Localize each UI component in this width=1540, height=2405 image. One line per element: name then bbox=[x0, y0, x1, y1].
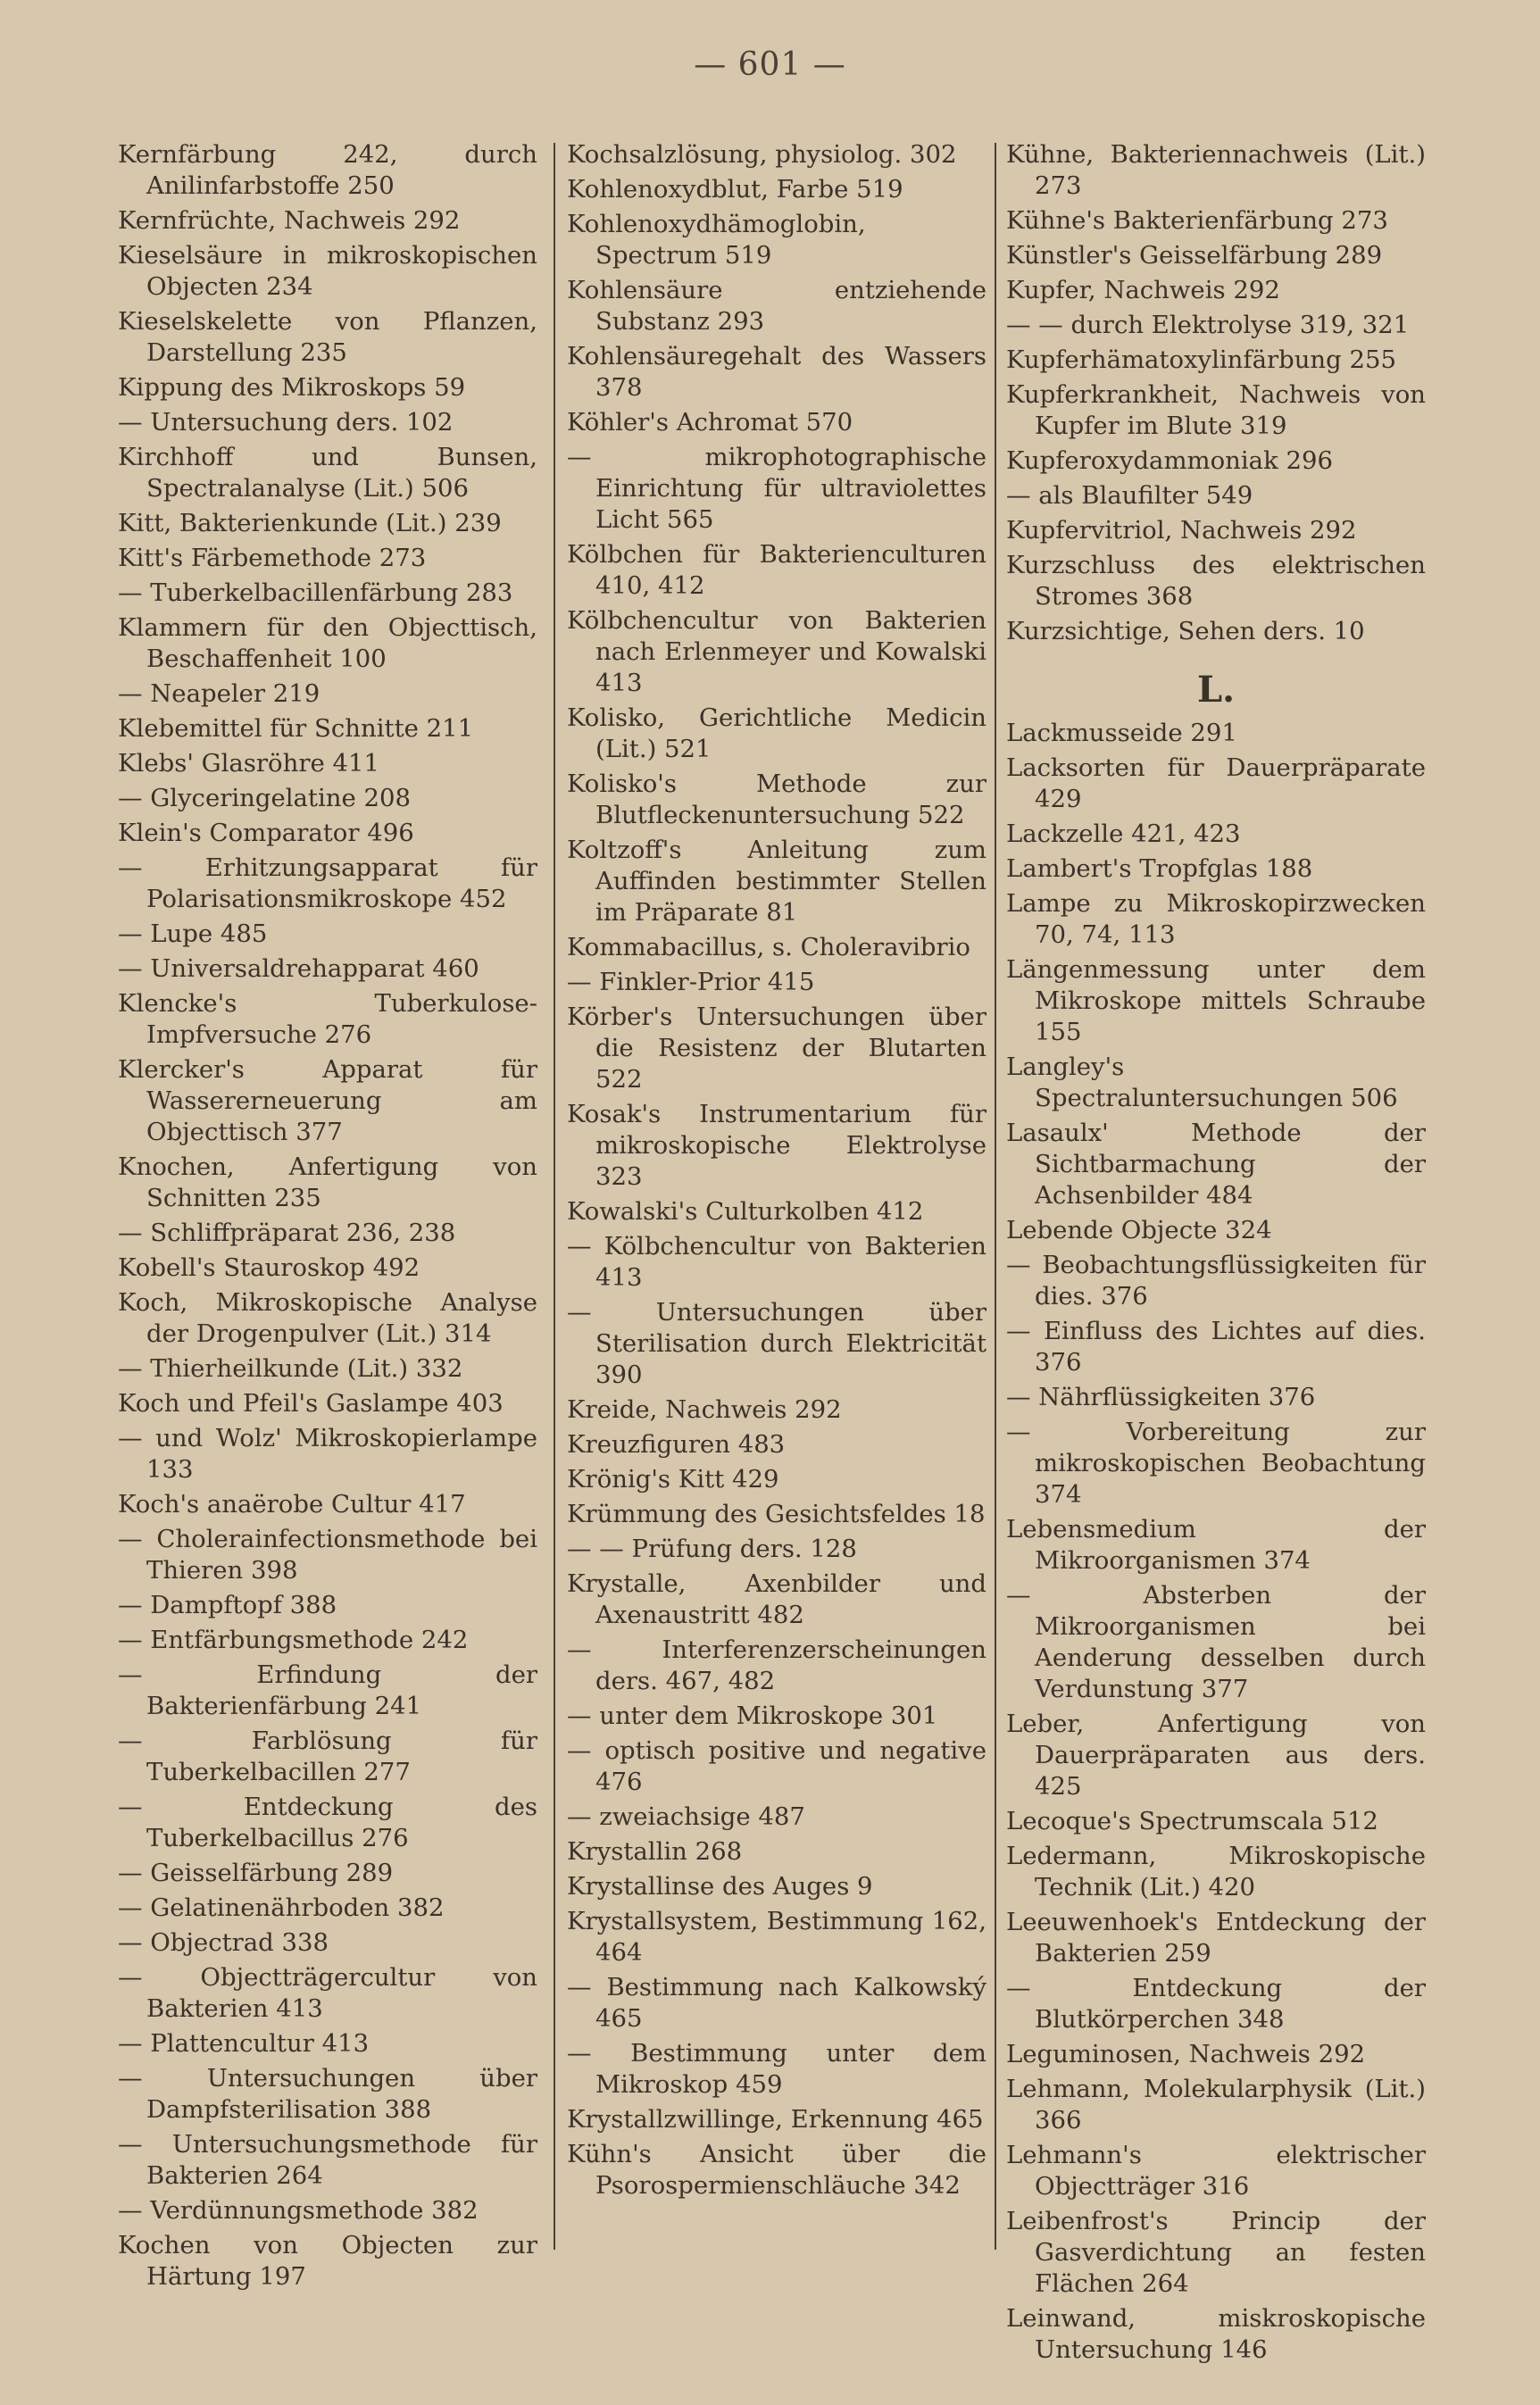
index-entry: Kochsalzlösung, physiolog. 302 bbox=[567, 140, 957, 169]
index-entry: Kurzsichtige, Sehen ders. 10 bbox=[1006, 617, 1365, 645]
index-entry: — zweiachsige 487 bbox=[567, 1802, 805, 1831]
index-entry: — Neapeler 219 bbox=[118, 679, 320, 708]
index-column-3 bbox=[1006, 139, 1426, 2369]
index-entry: Klebs' Glasröhre 411 bbox=[118, 749, 379, 778]
index-entry: Kitt, Bakterienkunde (Lit.) 239 bbox=[118, 509, 502, 537]
index-entry: — Kölbchencultur von Bakterien 413 bbox=[567, 1232, 986, 1292]
index-entry: Lebensmedium der Mikroorganismen 374 bbox=[1006, 1515, 1426, 1575]
index-entry: — Tuberkelbacillenfärbung 283 bbox=[118, 578, 513, 607]
page-number: — 601 — bbox=[694, 46, 846, 83]
index-entry: Leinwand, miskroskopische Untersuchung 146 bbox=[1006, 2304, 1426, 2364]
index-entry: Kohlenoxydhämoglobin, Spectrum 519 bbox=[567, 210, 866, 270]
index-entry: Kölbchencultur von Bakterien nach Erlenmeyer und Kowalski 413 bbox=[567, 606, 986, 697]
index-entry: — Bestimmung nach Kalkowský 465 bbox=[567, 1973, 986, 2033]
index-entry: — optisch positive und negative 476 bbox=[567, 1736, 986, 1796]
index-entry: Kreuzfiguren 483 bbox=[567, 1430, 786, 1459]
index-entry: Koch und Pfeil's Gaslampe 403 bbox=[118, 1389, 504, 1418]
index-entry: Kohlensäure entziehende Substanz 293 bbox=[567, 276, 986, 336]
index-entry: Kohlenoxydblut, Farbe 519 bbox=[567, 175, 903, 204]
index-entry: — Finkler-Prior 415 bbox=[567, 968, 815, 996]
index-entry: Längenmessung unter dem Mikroskope mittels Schraube 155 bbox=[1006, 955, 1426, 1046]
index-entry: Kölbchen für Bakterienculturen 410, 412 bbox=[567, 540, 986, 600]
index-entry: — Entdeckung der Blutkörperchen 348 bbox=[1006, 1974, 1426, 2034]
index-entry: Lacksorten für Dauerpräparate 429 bbox=[1006, 753, 1426, 813]
index-entry: Klebemittel für Schnitte 211 bbox=[118, 714, 474, 743]
index-entry: Kobell's Stauroskop 492 bbox=[118, 1253, 420, 1282]
index-entry: — mikrophotographische Einrichtung für ultraviolettes Licht 565 bbox=[567, 443, 986, 534]
index-entry: — Objectträgercultur von Bakterien 413 bbox=[118, 1963, 537, 2023]
index-entry: Lampe zu Mikroskopirzwecken 70, 74, 113 bbox=[1006, 889, 1426, 949]
index-entry: Ledermann, Mikroskopische Technik (Lit.) 420 bbox=[1006, 1842, 1426, 1902]
index-entry: — Universaldrehapparat 460 bbox=[118, 954, 479, 983]
index-entry: Klammern für den Objecttisch, Beschaffenheit 100 bbox=[118, 613, 537, 673]
index-entry: Kupferhämatoxylinfärbung 255 bbox=[1006, 345, 1396, 374]
index-entry: Lackmusseide 291 bbox=[1006, 719, 1237, 747]
index-entry: — Interferenzerscheinungen ders. 467, 482 bbox=[567, 1635, 986, 1695]
column-divider bbox=[995, 143, 996, 2250]
index-entry: — Dampftopf 388 bbox=[118, 1591, 337, 1619]
index-entry: Lecoque's Spectrumscala 512 bbox=[1006, 1807, 1378, 1835]
index-entry: — Gelatinenährboden 382 bbox=[118, 1893, 445, 1922]
index-column-2 bbox=[567, 139, 986, 2205]
index-entry: — Farblösung für Tuberkelbacillen 277 bbox=[118, 1727, 537, 1786]
index-entry: Kirchhoff und Bunsen, Spectralanalyse (Lit.) 506 bbox=[118, 443, 537, 503]
index-entry: — Glyceringelatine 208 bbox=[118, 784, 411, 812]
index-entry: Kernfärbung 242, durch Anilinfarbstoffe 250 bbox=[118, 140, 537, 200]
index-entry: Klein's Comparator 496 bbox=[118, 819, 414, 847]
index-entry: Kieselskelette von Pflanzen, Darstellung 235 bbox=[118, 307, 537, 367]
index-entry: — Geisselfärbung 289 bbox=[118, 1859, 394, 1887]
index-entry: Kosak's Instrumentarium für mikroskopische Elektrolyse 323 bbox=[567, 1100, 986, 1191]
index-entry: — als Blaufilter 549 bbox=[1006, 481, 1253, 510]
index-entry: Lehmann, Molekularphysik (Lit.) 366 bbox=[1006, 2075, 1426, 2135]
index-entry: Krystallzwillinge, Erkennung 465 bbox=[567, 2105, 984, 2134]
index-entry: — Untersuchungen über Dampfsterilisation 388 bbox=[118, 2064, 537, 2124]
index-entry: — unter dem Mikroskope 301 bbox=[567, 1702, 938, 1730]
index-column-1 bbox=[118, 139, 537, 2296]
index-entry: — Entfärbungsmethode 242 bbox=[118, 1626, 469, 1654]
index-entry: Lasaulx' Methode der Sichtbarmachung der Achsenbilder 484 bbox=[1006, 1119, 1426, 1210]
index-entry: — Bestimmung unter dem Mikroskop 459 bbox=[567, 2039, 986, 2099]
index-entry: Kühne's Bakterienfärbung 273 bbox=[1006, 206, 1388, 235]
index-entry: Kommabacillus, s. Choleravibrio bbox=[567, 933, 970, 961]
index-entry: — Entdeckung des Tuberkelbacillus 276 bbox=[118, 1793, 537, 1852]
index-entry: Künstler's Geisselfärbung 289 bbox=[1006, 241, 1383, 270]
index-entry: — Einfluss des Lichtes auf dies. 376 bbox=[1006, 1317, 1426, 1377]
index-entry: Kühne, Bakteriennachweis (Lit.) 273 bbox=[1006, 140, 1426, 200]
index-entry: Leibenfrost's Princip der Gasverdichtung an festen Flächen 264 bbox=[1006, 2207, 1426, 2298]
index-entry: Lambert's Tropfglas 188 bbox=[1006, 854, 1313, 883]
index-entry: Kupferoxydammoniak 296 bbox=[1006, 446, 1333, 475]
section-letter: L. bbox=[1196, 669, 1236, 711]
index-entry: — Erfindung der Bakterienfärbung 241 bbox=[118, 1660, 537, 1720]
index-entry: Kohlensäuregehalt des Wassers 378 bbox=[567, 342, 986, 402]
index-entry: Leguminosen, Nachweis 292 bbox=[1006, 2040, 1366, 2068]
index-entry: — Verdünnungsmethode 382 bbox=[118, 2196, 479, 2225]
index-entry: — Beobachtungsflüssigkeiten für dies. 376 bbox=[1006, 1251, 1426, 1311]
index-entry: — Lupe 485 bbox=[118, 920, 268, 948]
index-entry: Leeuwenhoek's Entdeckung der Bakterien 259 bbox=[1006, 1908, 1426, 1968]
index-entry: Kolisko's Methode zur Blutfleckenuntersuchung 522 bbox=[567, 770, 986, 829]
index-entry: — Plattencultur 413 bbox=[118, 2029, 370, 2058]
index-entry: Köhler's Achromat 570 bbox=[567, 408, 853, 437]
index-entry: — Untersuchungen über Sterilisation durch Elektricität 390 bbox=[567, 1298, 986, 1389]
index-entry: — Untersuchung ders. 102 bbox=[118, 408, 454, 437]
index-entry: Lebende Objecte 324 bbox=[1006, 1216, 1272, 1244]
index-entry: — Untersuchungsmethode für Bakterien 264 bbox=[118, 2130, 537, 2190]
index-entry: Leber, Anfertigung von Dauerpräparaten aus ders. 425 bbox=[1006, 1710, 1426, 1801]
index-entry: Kieselsäure in mikroskopischen Objecten 234 bbox=[118, 241, 537, 301]
index-entry: Kippung des Mikroskops 59 bbox=[118, 373, 466, 402]
index-entry: — — durch Elektrolyse 319, 321 bbox=[1006, 311, 1410, 339]
index-entry: — und Wolz' Mikroskopierlampe 133 bbox=[118, 1424, 537, 1484]
index-entry: Kochen von Objecten zur Härtung 197 bbox=[118, 2231, 537, 2291]
index-entry: — Vorbereitung zur mikroskopischen Beobachtung 374 bbox=[1006, 1418, 1426, 1509]
index-entry: Koltzoff's Anleitung zum Auffinden bestimmter Stellen im Präparate 81 bbox=[567, 836, 986, 927]
index-entry: Langley's Spectraluntersuchungen 506 bbox=[1006, 1053, 1398, 1112]
index-entry: Kreide, Nachweis 292 bbox=[567, 1395, 842, 1424]
index-entry: Krystallsystem, Bestimmung 162, 464 bbox=[567, 1907, 986, 1967]
index-entry: Klercker's Apparat für Wassererneuerung am Objecttisch 377 bbox=[118, 1055, 537, 1146]
index-entry: Kernfrüchte, Nachweis 292 bbox=[118, 206, 461, 235]
index-entry: Kupferkrankheit, Nachweis von Kupfer im Blute 319 bbox=[1006, 380, 1426, 440]
index-entry: Klencke's Tuberkulose-Impfversuche 276 bbox=[118, 989, 537, 1049]
index-entry: Krümmung des Gesichtsfeldes 18 bbox=[567, 1500, 986, 1528]
index-entry: — Absterben der Mikroorganismen bei Aenderung desselben durch Verdunstung 377 bbox=[1006, 1581, 1426, 1703]
index-entry: — Cholerainfectionsmethode bei Thieren 398 bbox=[118, 1525, 537, 1585]
index-entry: Knochen, Anfertigung von Schnitten 235 bbox=[118, 1153, 537, 1212]
index-entry: Krystallin 268 bbox=[567, 1837, 743, 1866]
index-entry: Kitt's Färbemethode 273 bbox=[118, 544, 427, 572]
index-entry: Lehmann's elektrischer Objectträger 316 bbox=[1006, 2141, 1426, 2201]
index-entry: — Thierheilkunde (Lit.) 332 bbox=[118, 1354, 463, 1383]
index-entry: Körber's Untersuchungen über die Resistenz der Blutarten 522 bbox=[567, 1003, 986, 1094]
index-entry: Kupfer, Nachweis 292 bbox=[1006, 276, 1280, 304]
index-entry: Lackzelle 421, 423 bbox=[1006, 820, 1241, 848]
index-entry: — Erhitzungsapparat für Polarisationsmikroskope 452 bbox=[118, 853, 537, 913]
index-entry: — Nährflüssigkeiten 376 bbox=[1006, 1383, 1316, 1411]
index-entry: Kühn's Ansicht über die Psorospermienschläuche 342 bbox=[567, 2140, 986, 2200]
index-entry: Krönig's Kitt 429 bbox=[567, 1465, 779, 1494]
column-divider bbox=[554, 143, 555, 2250]
index-entry: — Schliffpräparat 236, 238 bbox=[118, 1219, 456, 1247]
index-entry: Krystallinse des Auges 9 bbox=[567, 1872, 873, 1901]
index-entry: Kowalski's Culturkolben 412 bbox=[567, 1197, 924, 1226]
index-entry: Kurzschluss des elektrischen Stromes 368 bbox=[1006, 551, 1426, 611]
index-entry: Kupfervitriol, Nachweis 292 bbox=[1006, 516, 1357, 545]
index-entry: Koch's anaërobe Cultur 417 bbox=[118, 1490, 466, 1519]
index-entry: — — Prüfung ders. 128 bbox=[567, 1535, 857, 1563]
index-entry: Krystalle, Axenbilder und Axenaustritt 482 bbox=[567, 1569, 986, 1629]
index-entry: Kolisko, Gerichtliche Medicin (Lit.) 521 bbox=[567, 703, 986, 763]
index-entry: Koch, Mikroskopische Analyse der Drogenpulver (Lit.) 314 bbox=[118, 1288, 537, 1348]
index-entry: — Objectrad 338 bbox=[118, 1928, 329, 1957]
